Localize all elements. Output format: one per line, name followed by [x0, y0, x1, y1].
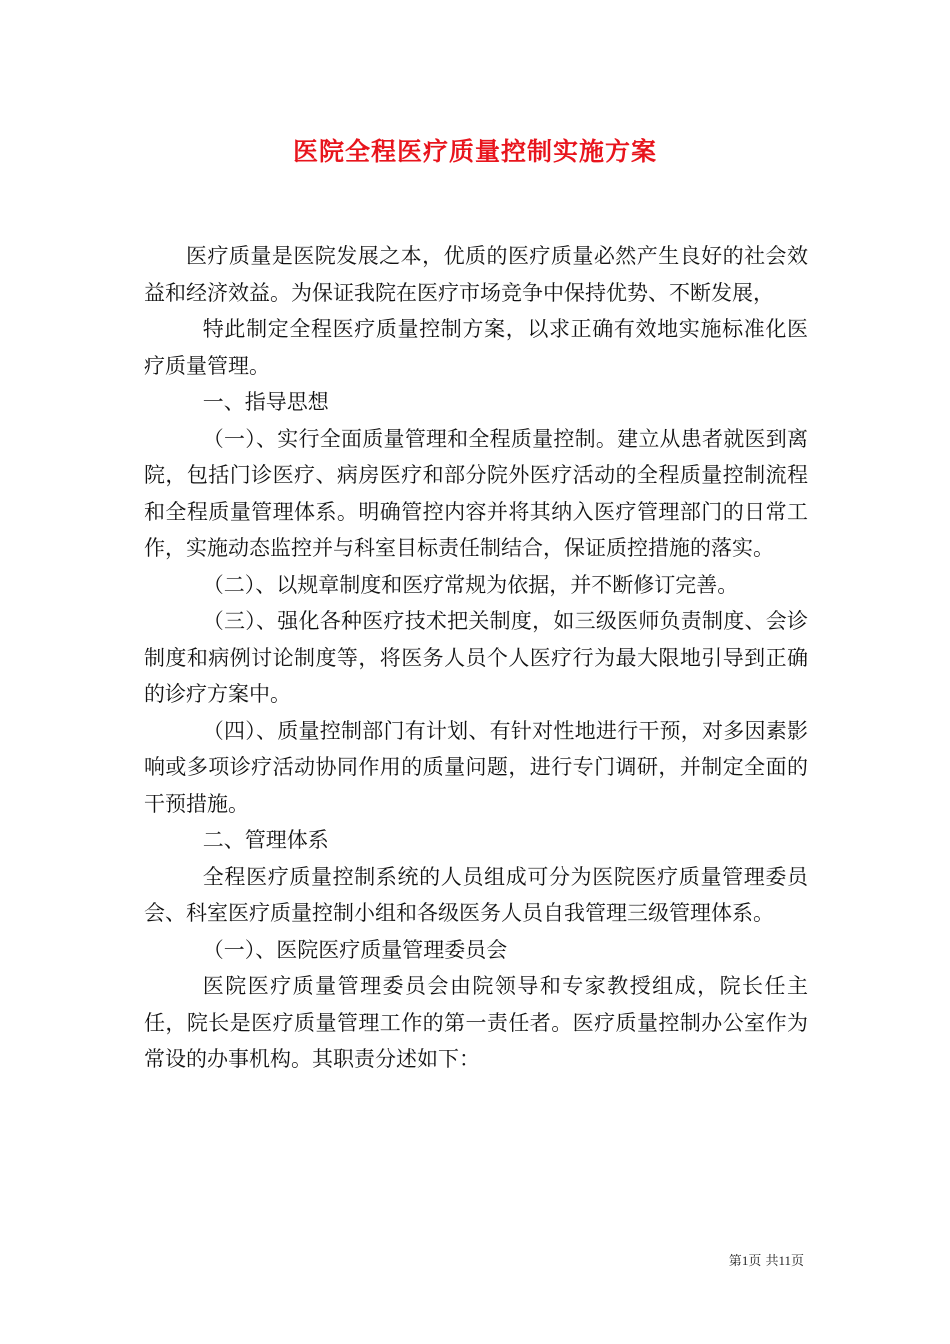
footer-prefix: 第 — [728, 1254, 742, 1269]
document-title: 医院全程医疗质量控制实施方案 — [292, 137, 657, 166]
footer-middle: 页 共 — [748, 1254, 779, 1269]
subsection-heading-committee: （一）、医院医疗质量管理委员会 — [202, 937, 508, 962]
paragraph-committee: 医院医疗质量管理委员会由院领导和专家教授组成，院长任主任，院长是医疗质量管理工作的第一责任者。医疗质量控制办公室作为常设的办事机构。其职责分述如下： — [144, 974, 808, 1071]
section-heading-management-system: 二、管理体系 — [202, 828, 329, 852]
footer-total-pages: 11 — [778, 1253, 791, 1268]
paragraph-item-4: （四）、质量控制部门有计划、有针对性地进行干预，对多因素影响或多项诊疗活动协同作用的质量问题，进行专门调研，并制定全面的干预措施。 — [144, 718, 808, 816]
paragraph-item-3: （三）、强化各种医疗技术把关制度，如三级医师负责制度、会诊制度和病例讨论制度等，将医务人员个人医疗行为最大限地引导到正确的诊疗方案中。 — [144, 609, 808, 706]
footer-suffix: 页 — [790, 1254, 804, 1269]
page-number-footer — [729, 1250, 804, 1269]
section-heading-guiding-ideology: 一、指导思想 — [202, 390, 329, 414]
paragraph-item-2: （二）、以规章制度和医疗常规为依据，并不断修订完善。 — [202, 572, 739, 597]
document-body — [144, 238, 808, 1078]
paragraph-purpose: 特此制定全程医疗质量控制方案，以求正确有效地实施标准化医疗质量管理。 — [144, 317, 808, 378]
paragraph-intro: 医疗质量是医院发展之本，优质的医疗质量必然产生良好的社会效益和经济效益。为保证我院在医疗市场竞争中保持优势、不断发展， — [144, 244, 808, 305]
footer-current-page: 1 — [741, 1253, 749, 1268]
paragraph-item-1: （一）、实行全面质量管理和全程质量控制。建立从患者就医到离院，包括门诊医疗、病房医疗和部分院外医疗活动的全程质量控制流程和全程质量管理体系。明确管控内容并将其纳入医疗管理部门的日常工作，实施动态监控并与科室目标责任制结合，保证质控措施的落实。 — [144, 426, 808, 560]
paragraph-system-overview: 全程医疗质量控制系统的人员组成可分为医院医疗质量管理委员会、科室医疗质量控制小组和各级医务人员自我管理三级管理体系。 — [144, 864, 808, 925]
